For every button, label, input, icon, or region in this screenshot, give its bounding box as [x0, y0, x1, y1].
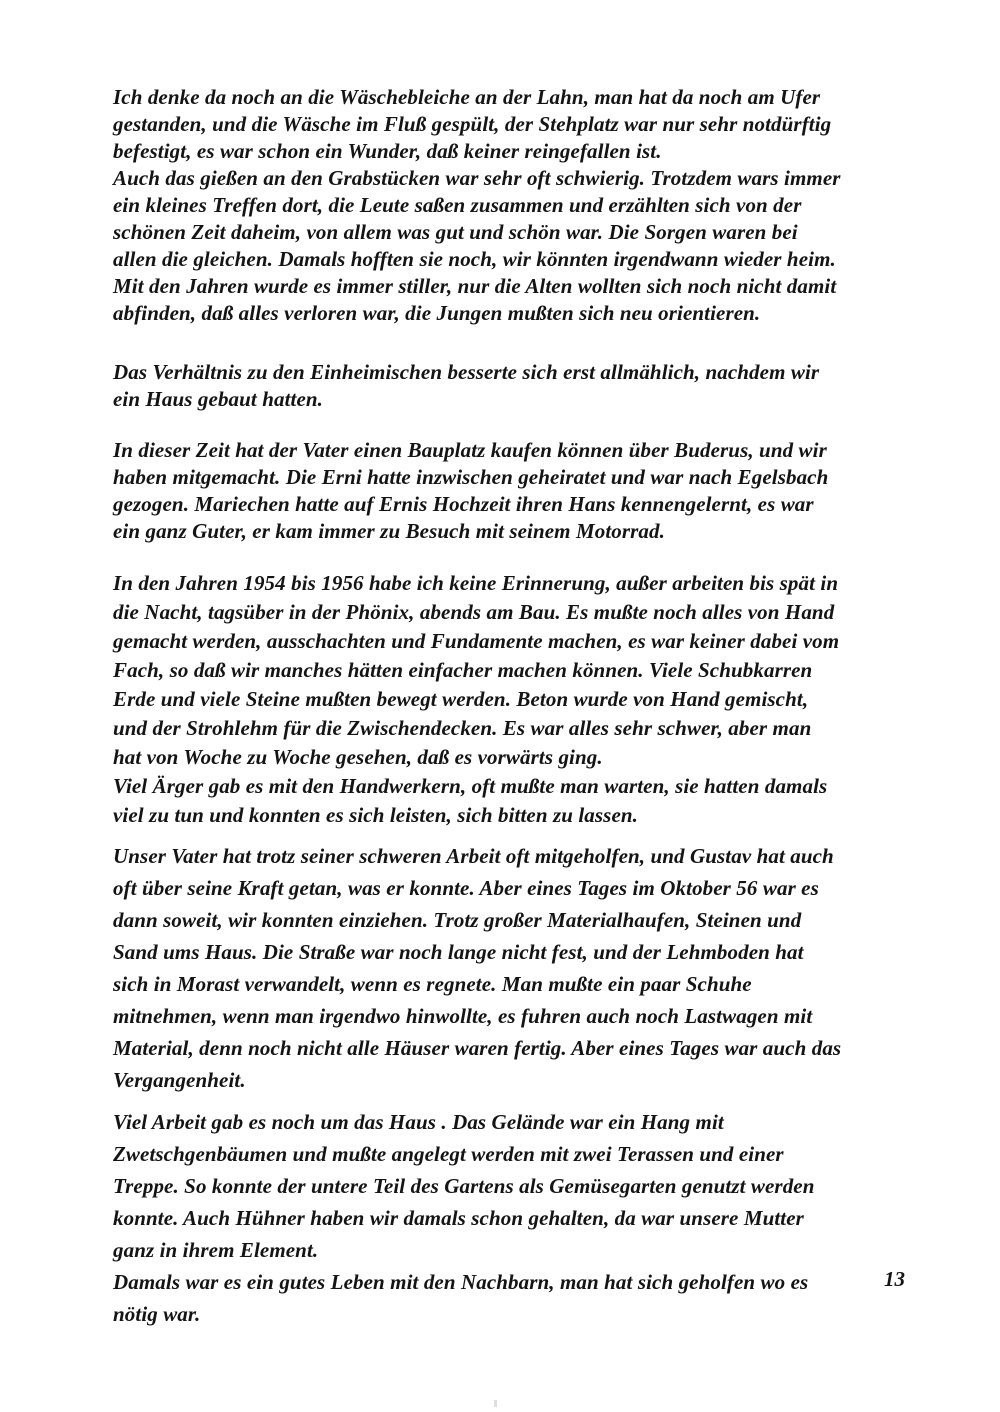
text-line: befestigt, es war schon ein Wunder, daß keiner reingefallen ist.: [113, 139, 662, 163]
document-body: [113, 84, 925, 1330]
text-line: allen die gleichen. Damals hofften sie noch, wir könnten irgendwann wieder heim.: [113, 247, 836, 271]
text-line: mitnehmen, wenn man irgendwo hinwollte, es fuhren auch noch Lastwagen mit: [113, 1004, 813, 1028]
text-line: In den Jahren 1954 bis 1956 habe ich keine Erinnerung, außer arbeiten bis spät in: [113, 571, 839, 595]
text-line: schönen Zeit daheim, von allem was gut und schön war. Die Sorgen waren bei: [113, 220, 798, 244]
text-line: ganz in ihrem Element.: [113, 1238, 319, 1262]
paragraph: [113, 1106, 925, 1330]
text-line: In dieser Zeit hat der Vater einen Bauplatz kaufen können über Buderus, und wir: [113, 438, 827, 462]
text-line: abfinden, daß alles verloren war, die Jungen mußten sich neu orientieren.: [113, 301, 761, 325]
text-line: Das Verhältnis zu den Einheimischen besserte sich erst allmählich, nachdem wir: [113, 360, 820, 384]
text-line: Sand ums Haus. Die Straße war noch lange nicht fest, und der Lehmboden hat: [113, 940, 804, 964]
text-line: Viel Arbeit gab es noch um das Haus . Das Gelände war ein Hang mit: [113, 1110, 724, 1134]
text-line: Ich denke da noch an die Wäschebleiche an der Lahn, man hat da noch am Ufer: [113, 85, 821, 109]
text-line: Auch das gießen an den Grabstücken war sehr oft schwierig. Trotzdem wars immer: [113, 166, 841, 190]
paragraph: [113, 437, 925, 545]
text-line: haben mitgemacht. Die Erni hatte inzwischen geheiratet und war nach Egelsbach: [113, 465, 829, 489]
text-line: ein kleines Treffen dort, die Leute saßen zusammen und erzählten sich von der: [113, 193, 802, 217]
text-line: hat von Woche zu Woche gesehen, daß es vorwärts ging.: [113, 745, 603, 769]
text-line: Damals war es ein gutes Leben mit den Nachbarn, man hat sich geholfen wo es: [113, 1270, 809, 1294]
text-line: gestanden, und die Wäsche im Fluß gespült, der Stehplatz war nur sehr notdürftig: [113, 112, 832, 136]
text-line: Vergangenheit.: [113, 1068, 246, 1092]
text-line: Material, denn noch nicht alle Häuser waren fertig. Aber eines Tages war auch das: [113, 1036, 842, 1060]
text-line: dann soweit, wir konnten einziehen. Trotz großer Materialhaufen, Steinen und: [113, 908, 802, 932]
page-number: 13: [884, 1267, 905, 1291]
text-line: Treppe. So konnte der untere Teil des Gartens als Gemüsegarten genutzt werden: [113, 1174, 815, 1198]
text-line: konnte. Auch Hühner haben wir damals schon gehalten, da war unsere Mutter: [113, 1206, 804, 1230]
text-line: ein ganz Guter, er kam immer zu Besuch mit seinem Motorrad.: [113, 519, 665, 543]
text-line: Viel Ärger gab es mit den Handwerkern, oft mußte man warten, sie hatten damals: [113, 774, 828, 798]
text-line: ein Haus gebaut hatten.: [113, 387, 324, 411]
text-line: Fach, so daß wir manches hätten einfacher machen können. Viele Schubkarren: [113, 658, 813, 682]
text-line: oft über seine Kraft getan, was er konnte. Aber eines Tages im Oktober 56 war es: [113, 876, 819, 900]
text-line: Zwetschgenbäumen und mußte angelegt werden mit zwei Terassen und einer: [113, 1142, 784, 1166]
text-line: sich in Morast verwandelt, wenn es regnete. Man mußte ein paar Schuhe: [113, 972, 752, 996]
text-line: gemacht werden, ausschachten und Fundamente machen, es war keiner dabei vom: [113, 629, 840, 653]
paragraph: [113, 84, 925, 327]
text-line: die Nacht, tagsüber in der Phönix, abends am Bau. Es mußte noch alles von Hand: [113, 600, 835, 624]
text-line: und der Strohlehm für die Zwischendecken. Es war alles sehr schwer, aber man: [113, 716, 812, 740]
paragraph: [113, 840, 925, 1096]
scan-artifact: [494, 1400, 497, 1407]
text-line: gezogen. Mariechen hatte auf Ernis Hochzeit ihren Hans kennengelernt, es war: [113, 492, 814, 516]
text-line: Unser Vater hat trotz seiner schweren Arbeit oft mitgeholfen, und Gustav hat auch: [113, 844, 834, 868]
text-line: nötig war.: [113, 1302, 201, 1326]
text-line: Erde und viele Steine mußten bewegt werden. Beton wurde von Hand gemischt,: [113, 687, 809, 711]
text-line: viel zu tun und konnten es sich leisten, sich bitten zu lassen.: [113, 803, 638, 827]
paragraph: [113, 359, 925, 413]
paragraph: [113, 569, 925, 830]
text-line: Mit den Jahren wurde es immer stiller, nur die Alten wollten sich noch nicht damit: [113, 274, 837, 298]
